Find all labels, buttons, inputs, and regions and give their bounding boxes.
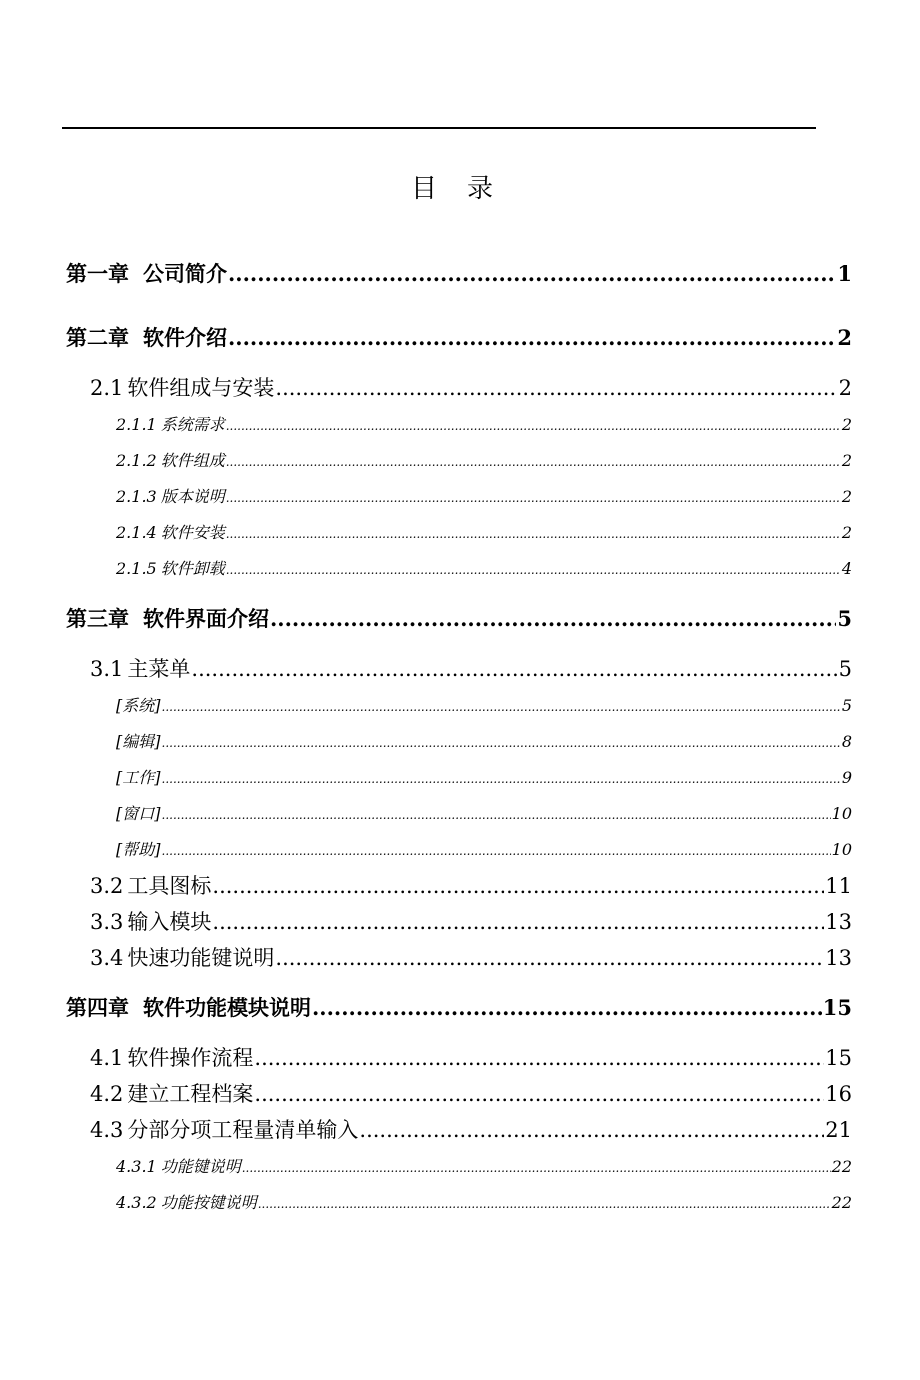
toc-entry-label: 分部分项工程量清单输入: [127, 1118, 359, 1142]
toc-leader: [226, 455, 841, 469]
toc-entry-number: 第二章: [66, 325, 129, 350]
toc-entry[interactable]: [116, 837, 852, 860]
toc-entry-label: 建立工程档案: [127, 1082, 254, 1106]
toc-entry[interactable]: [116, 765, 852, 788]
toc-entry-number: 2.1.5: [116, 559, 157, 578]
toc-leader: [226, 419, 841, 433]
toc-leader: [254, 1046, 824, 1070]
toc-leader: [312, 995, 822, 1020]
toc-entry-label: 公司简介: [143, 261, 227, 286]
toc-entry-page: 5: [837, 606, 852, 631]
toc-entry-page: 5: [838, 657, 852, 681]
toc-entry-number: 2.1.3: [116, 487, 157, 506]
toc-entry-label: 软件卸载: [160, 559, 225, 578]
toc-entry-label: 软件界面介绍: [143, 606, 269, 631]
toc-entry-label: 主菜单: [127, 657, 191, 681]
toc-entry-page: 2: [838, 376, 852, 400]
toc-entry-page: 22: [831, 1193, 852, 1212]
toc-entry-page: 15: [825, 1046, 852, 1070]
toc-entry-label: [系统]: [116, 696, 161, 715]
toc-entry-number: 4.3: [90, 1118, 124, 1142]
toc-leader: [162, 808, 831, 822]
toc-entry-page: 10: [831, 840, 852, 859]
toc-entry-label: [工作]: [116, 768, 161, 787]
toc-entry-number: 3.4: [90, 946, 124, 970]
toc-leader: [275, 946, 824, 970]
toc-entry[interactable]: [90, 372, 852, 402]
toc-entry-number: 4.2: [90, 1082, 124, 1106]
toc-entry[interactable]: [90, 1114, 852, 1144]
toc-entry-number: 第四章: [66, 995, 129, 1020]
toc-entry-label: 软件操作流程: [127, 1046, 254, 1070]
toc-entry-label: 软件功能模块说明: [143, 995, 311, 1020]
toc-entry[interactable]: [90, 942, 852, 972]
toc-leader: [226, 491, 841, 505]
toc-entry-page: 13: [825, 910, 852, 934]
toc-entry-number: 3.2: [90, 874, 124, 898]
toc-leader: [228, 325, 836, 350]
header-rule: [62, 127, 816, 129]
toc-entry-label: 输入模块: [127, 910, 212, 934]
toc-leader: [228, 261, 836, 286]
toc-entry[interactable]: [90, 1078, 852, 1108]
toc-leader: [212, 910, 824, 934]
toc-leader: [254, 1082, 824, 1106]
toc-entry-label: [窗口]: [116, 804, 161, 823]
toc-entry-number: 2.1.2: [116, 451, 157, 470]
toc-entry-label: [帮助]: [116, 840, 161, 859]
toc-leader: [162, 844, 831, 858]
toc-entry[interactable]: [90, 1042, 852, 1072]
toc-entry[interactable]: [66, 322, 852, 352]
toc-entry-page: 13: [825, 946, 852, 970]
toc-entry-label: 快速功能键说明: [127, 946, 275, 970]
toc-entry[interactable]: [116, 801, 852, 824]
toc-entry-label: 功能按键说明: [160, 1193, 257, 1212]
toc-entry-page: 11: [825, 874, 852, 898]
toc-entry-number: 2.1.4: [116, 523, 157, 542]
toc-entry[interactable]: [116, 484, 852, 507]
toc-entry-label: 软件介绍: [143, 325, 227, 350]
toc-leader: [212, 874, 824, 898]
toc-entry[interactable]: [90, 870, 852, 900]
toc-leader: [242, 1161, 831, 1175]
toc-entry[interactable]: [116, 729, 852, 752]
toc-entry[interactable]: [116, 412, 852, 435]
toc-entry-number: 2.1: [90, 376, 124, 400]
toc-entry-page: 10: [831, 804, 852, 823]
toc-entry-label: 工具图标: [127, 874, 212, 898]
toc-entry-label: 版本说明: [160, 487, 225, 506]
toc-leader: [191, 657, 837, 681]
toc-entry-page: 21: [825, 1118, 852, 1142]
toc-entry[interactable]: [116, 448, 852, 471]
toc-entry[interactable]: [116, 1154, 852, 1177]
toc-entry-label: 软件组成: [160, 451, 225, 470]
toc-entry-page: 4: [841, 559, 852, 578]
toc-entry-number: 第一章: [66, 261, 129, 286]
toc-entry-label: 功能键说明: [160, 1157, 241, 1176]
toc-entry[interactable]: [90, 906, 852, 936]
toc-entry-label: [编辑]: [116, 732, 161, 751]
toc-entry[interactable]: [116, 693, 852, 716]
toc-entry-page: 9: [841, 768, 852, 787]
page-title: 目录: [410, 174, 523, 204]
toc-entry-page: 1: [837, 261, 852, 286]
toc-entry-page: 5: [841, 696, 852, 715]
toc-leader: [162, 736, 841, 750]
toc-entry-label: 软件安装: [160, 523, 225, 542]
toc-entry-number: 3.3: [90, 910, 124, 934]
toc-leader: [162, 772, 841, 786]
toc-entry-page: 15: [822, 995, 852, 1020]
toc-entry-number: 4.1: [90, 1046, 124, 1070]
toc-entry-number: 3.1: [90, 657, 124, 681]
toc-entry[interactable]: [66, 258, 852, 288]
toc-leader: [162, 700, 841, 714]
toc-entry-page: 22: [831, 1157, 852, 1176]
toc-leader: [275, 376, 837, 400]
toc-entry-page: 2: [837, 325, 852, 350]
toc-entry[interactable]: [116, 520, 852, 543]
toc-leader: [270, 606, 836, 631]
toc-entry-label: 系统需求: [160, 415, 225, 434]
toc-entry-number: 2.1.1: [116, 415, 157, 434]
toc-entry-number: 4.3.2: [116, 1193, 157, 1212]
toc-leader: [226, 527, 841, 541]
toc-entry[interactable]: [116, 1190, 852, 1213]
toc-entry-page: 2: [841, 451, 852, 470]
toc-entry-label: 软件组成与安装: [127, 376, 275, 400]
toc-entry[interactable]: [116, 556, 852, 579]
toc-leader: [258, 1197, 831, 1211]
toc-leader: [226, 563, 841, 577]
toc-entry-page: 16: [825, 1082, 852, 1106]
toc-entry[interactable]: [66, 992, 852, 1022]
toc-entry-page: 2: [841, 415, 852, 434]
toc-leader: [359, 1118, 824, 1142]
toc-entry[interactable]: [90, 653, 852, 683]
toc-entry-page: 2: [841, 523, 852, 542]
toc-entry-number: 4.3.1: [116, 1157, 157, 1176]
toc-entry[interactable]: [66, 603, 852, 633]
toc-entry-page: 2: [841, 487, 852, 506]
toc-entry-page: 8: [841, 732, 852, 751]
toc-entry-number: 第三章: [66, 606, 129, 631]
